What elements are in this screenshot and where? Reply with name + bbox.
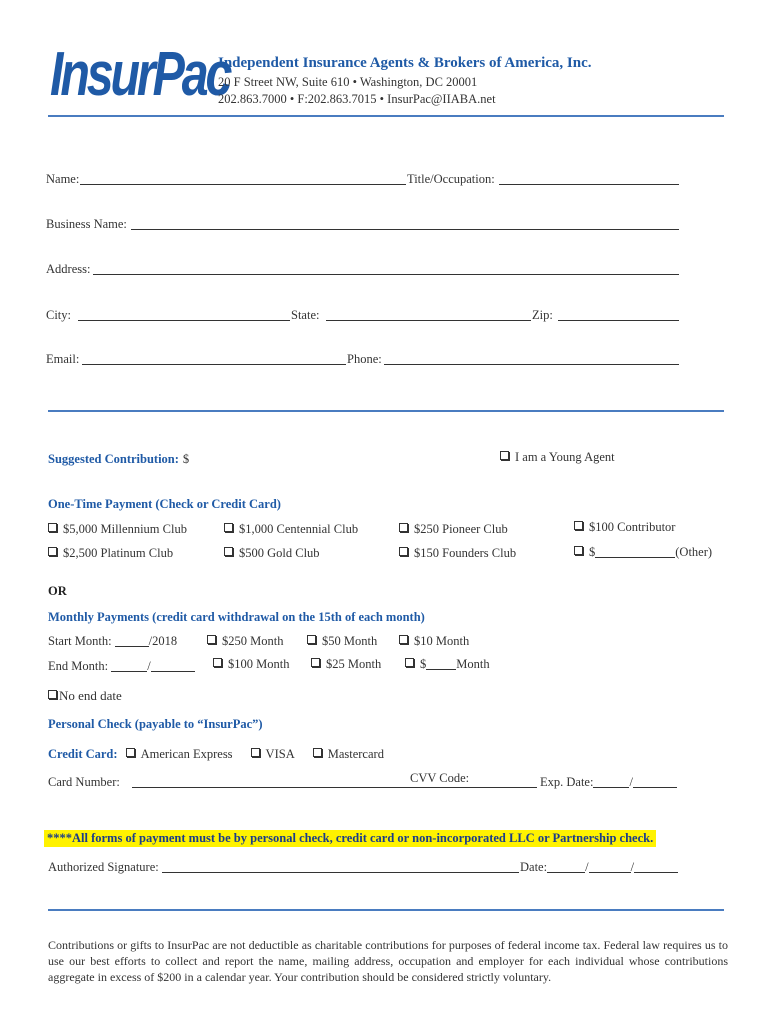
option-label: $25 Month — [326, 657, 382, 671]
option-label: $250 Month — [222, 634, 284, 648]
option-label: Mastercard — [327, 747, 384, 761]
insurpac-logo: InsurPac — [50, 40, 230, 109]
checkbox-icon — [213, 658, 222, 667]
city-label: City: — [46, 308, 72, 322]
option-label: $10 Month — [414, 634, 470, 648]
option-pioneer[interactable] — [399, 522, 508, 537]
checkbox-icon — [399, 523, 408, 532]
start-month — [48, 634, 177, 649]
option-250-month[interactable] — [207, 634, 283, 649]
org-address: 20 F Street NW, Suite 610 • Washington, DC 20001 — [218, 75, 478, 89]
option-label: American Express — [140, 747, 233, 761]
checkbox-icon — [405, 658, 414, 667]
checkbox-icon — [500, 451, 509, 460]
option-50-month[interactable] — [307, 634, 377, 649]
payment-notice: ****All forms of payment must be by personal check, credit card or non-incorporated LLC or Partnership check. — [44, 830, 656, 847]
option-label: $100 Month — [228, 657, 290, 671]
exp-year-field[interactable] — [633, 775, 677, 788]
option-centennial[interactable] — [224, 522, 358, 537]
state-label: State: — [291, 308, 320, 322]
checkbox-icon — [399, 635, 408, 644]
option-label: $5,000 Millennium Club — [63, 522, 187, 536]
phone-field[interactable] — [384, 364, 679, 365]
email-field[interactable] — [82, 364, 346, 365]
cvv-label: CVV Code: — [410, 771, 470, 785]
checkbox-icon — [311, 658, 320, 667]
exp-sep: / — [629, 775, 633, 789]
date-sep-2: / — [630, 860, 635, 874]
end-month — [48, 659, 195, 674]
section-divider-1 — [48, 410, 724, 412]
name-label: Name: — [46, 172, 80, 186]
option-founders[interactable] — [399, 546, 516, 561]
option-amex[interactable] — [126, 747, 233, 761]
option-label: $250 Pioneer Club — [414, 522, 508, 536]
exp-date — [540, 775, 677, 790]
option-label: $50 Month — [322, 634, 378, 648]
signature-field[interactable] — [162, 872, 519, 873]
suggested-contribution-label: Suggested Contribution: — [48, 452, 179, 466]
exp-month-field[interactable] — [593, 775, 629, 788]
option-100-month[interactable] — [213, 657, 289, 672]
end-month-label: End Month: — [48, 659, 109, 673]
monthly-heading: Monthly Payments (credit card withdrawal on the 15th of each month) — [48, 610, 425, 624]
signature-date — [520, 860, 678, 875]
option-label: $1,000 Centennial Club — [239, 522, 359, 536]
business-label: Business Name: — [46, 217, 127, 231]
checkbox-icon — [48, 523, 57, 532]
date-month-field[interactable] — [547, 860, 585, 873]
custom-month-prefix: $ — [420, 657, 427, 671]
header-divider — [48, 115, 724, 117]
option-visa[interactable] — [251, 747, 295, 761]
checkbox-icon — [313, 748, 322, 757]
org-name: Independent Insurance Agents & Brokers of America, Inc. — [218, 55, 592, 71]
checkbox-icon — [251, 748, 260, 757]
option-gold[interactable] — [224, 546, 320, 561]
exp-label: Exp. Date: — [540, 775, 594, 789]
end-month-sep: / — [147, 659, 151, 673]
option-contributor[interactable] — [574, 520, 675, 535]
other-suffix: (Other) — [675, 545, 713, 559]
checkbox-icon — [574, 546, 583, 555]
option-label: VISA — [265, 747, 295, 761]
zip-label: Zip: — [532, 308, 553, 322]
phone-label: Phone: — [347, 352, 382, 366]
date-sep-1: / — [585, 860, 589, 874]
option-other[interactable] — [574, 545, 712, 560]
signature-label: Authorized Signature: — [48, 860, 159, 874]
option-10-month[interactable] — [399, 634, 469, 649]
date-day-field[interactable] — [589, 860, 631, 873]
checkbox-icon — [207, 635, 216, 644]
start-year: /2018 — [148, 634, 178, 648]
young-agent-label: I am a Young Agent — [515, 450, 615, 464]
checkbox-icon — [399, 547, 408, 556]
section-divider-2 — [48, 909, 724, 911]
option-label: $500 Gold Club — [239, 546, 320, 560]
custom-month-field[interactable] — [426, 657, 456, 670]
option-label: $150 Founders Club — [414, 546, 517, 560]
card-number-field[interactable] — [132, 787, 537, 788]
option-platinum[interactable] — [48, 546, 173, 561]
option-millennium[interactable] — [48, 522, 187, 537]
checkbox-icon — [126, 748, 135, 757]
custom-month-suffix: Month — [456, 657, 490, 671]
date-year-field[interactable] — [634, 860, 678, 873]
start-month-label: Start Month: — [48, 634, 112, 648]
other-prefix: $ — [589, 545, 596, 559]
checkbox-icon — [224, 547, 233, 556]
start-month-field[interactable] — [115, 634, 149, 647]
date-label: Date: — [520, 860, 548, 874]
personal-check: Personal Check (payable to “InsurPac”) — [48, 717, 263, 731]
address-label: Address: — [46, 262, 91, 276]
email-label: Email: — [46, 352, 80, 366]
address-field[interactable] — [93, 274, 679, 275]
or-separator: OR — [48, 584, 67, 598]
no-end-date-checkbox[interactable] — [48, 688, 122, 704]
end-month-field[interactable] — [111, 659, 147, 672]
checkbox-icon — [307, 635, 316, 644]
org-contact: 202.863.7000 • F:202.863.7015 • InsurPac@IIABA.net — [218, 92, 496, 106]
disclaimer: Contributions or gifts to InsurPac are not deductible as charitable contributions for purposes of federal income tax. Federal law requires us to use our best efforts to collect and report the name, mailing address, occupation and employer for each individual whose contributions aggregate in excess of $200 in a calendar year. Your contribution should be considered strictly voluntary. — [48, 938, 728, 984]
name-field[interactable] — [80, 184, 406, 185]
checkbox-icon — [48, 547, 57, 556]
title-field[interactable] — [499, 184, 679, 185]
no-end-date-label: No end date — [59, 688, 122, 703]
young-agent-checkbox[interactable] — [500, 450, 615, 465]
card-number-label: Card Number: — [48, 775, 120, 789]
end-year-field[interactable] — [151, 659, 195, 672]
city-field[interactable] — [78, 320, 290, 321]
contribution-currency: $ — [182, 452, 190, 466]
checkbox-icon — [48, 690, 57, 699]
option-label: $2,500 Platinum Club — [63, 546, 174, 560]
checkbox-icon — [224, 523, 233, 532]
zip-field[interactable] — [558, 320, 679, 321]
state-field[interactable] — [326, 320, 531, 321]
option-custom-month[interactable] — [405, 657, 490, 672]
option-mastercard[interactable] — [313, 747, 384, 761]
business-field[interactable] — [131, 229, 679, 230]
other-amount-field[interactable] — [595, 545, 675, 558]
option-label: $100 Contributor — [589, 520, 676, 534]
credit-card-label: Credit Card: — [48, 747, 118, 761]
checkbox-icon — [574, 521, 583, 530]
one-time-heading: One-Time Payment (Check or Credit Card) — [48, 497, 281, 511]
title-label: Title/Occupation: — [407, 172, 495, 186]
option-25-month[interactable] — [311, 657, 381, 672]
suggested-contribution — [48, 450, 189, 468]
credit-card-row — [48, 745, 384, 763]
